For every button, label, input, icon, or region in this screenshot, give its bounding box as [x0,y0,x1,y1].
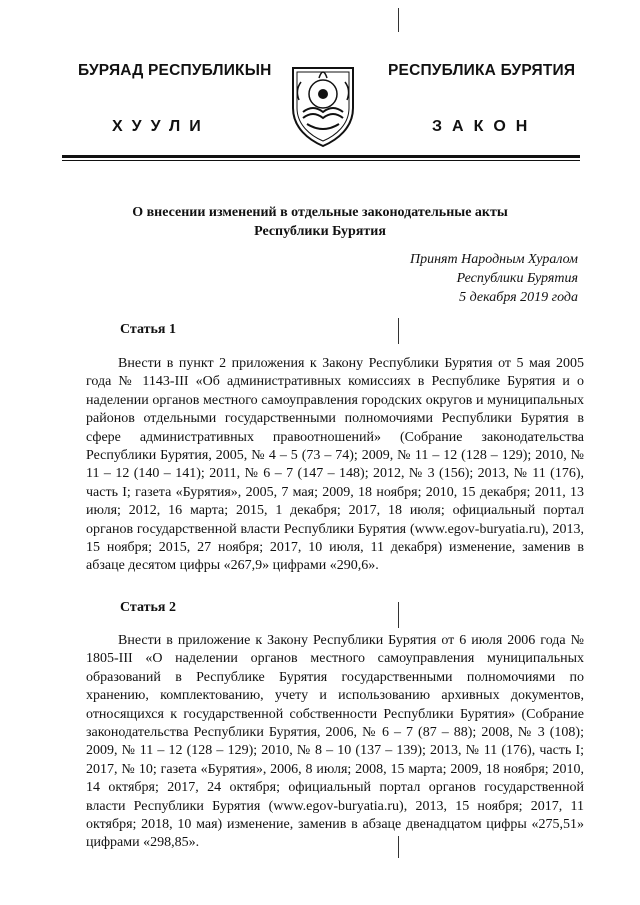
adoption-line3: 5 декабря 2019 года [459,290,578,305]
header-rule-thick [62,155,580,158]
header-left-subtitle: ХУУЛИ [112,118,210,135]
article-2-text: Внести в приложение к Закону Республики Бурятия от 6 июля 2006 года № 1805-III «О наделении органов местного самоуправления муниципальных образований в Республике Бурятия государственными полномочиями по хранению, комплектованию, учету и использованию архивных документов, относящихся к государственной собственности Республики Бурятия» (Собрание законодательства Республики Бурятия, 2006, № 6 – 7 (87 – 88); 2008, № 3 (108); 2009, № 11 – 12 (128 – 129); 2010, № 8 – 10 (137 – 139); 2013, № 11 (176), часть I; 2017, № 10; газета «Бурятия», 2006, 8 июля; 2008, 15 марта; 2009, 18 ноября; 2010, 14 октября; 2017, 24 октября; официальный портал органов государственной власти Республики Бурятия (www.egov-buryatia.ru), 2013, 15 ноября; 2017, 11 октября; 2018, 10 мая) изменение, заменив в абзаце двенадцатом цифры «275,51» цифрами «298,85». [86,633,584,851]
article-2-heading: Статья 2 [120,600,176,615]
adoption-note [410,250,578,307]
header-left-title: БУРЯАД РЕСПУБЛИКЫН [78,62,272,79]
scan-margin-line [398,836,399,858]
scan-margin-line [398,318,399,344]
header-rule-thin [62,160,580,161]
adoption-line1: Принят Народным Хуралом [409,252,578,267]
coat-of-arms-icon [289,60,357,148]
scan-margin-line [398,602,399,628]
header-right-title: РЕСПУБЛИКА БУРЯТИЯ [388,62,576,79]
article-1-heading: Статья 1 [120,322,176,337]
header-right-subtitle: ЗАКОН [432,118,538,135]
scan-margin-line [398,8,399,32]
document-title [60,203,580,241]
article-1-text: Внести в пункт 2 приложения к Закону Республики Бурятия от 5 мая 2005 года № 1143-III «Об административных комиссиях в Республике Бурятия и о наделении органов местного самоуправления городских округов и муниципальных районов отдельными государственными полномочиями Республики Бурятия в сфере административных правоотношений» (Собрание законодательства Республики Бурятия, 2005, № 4 – 5 (73 – 74); 2009, № 11 – 12 (128 – 129); 2010, № 11 – 12 (140 – 141); 2011, № 6 – 7 (147 – 148); 2012, № 3 (156); 2013, № 11 (176), часть I; газета «Бурятия», 2005, 7 мая; 2009, 18 ноября; 2010, 15 декабря; 2011, 13 июля; 2012, 16 марта; 2015, 1 декабря; 2017, 18 июля; официальный портал органов государственной власти Республики Бурятия (www.egov-buryatia.ru), 2013, 15 ноября; 2015, 27 ноября; 2017, 10 июля, 11 декабря) изменение, заменив в абзаце десятом цифры «267,9» цифрами «290,6». [86,356,584,574]
adoption-line2: Республики Бурятия [456,271,578,286]
document-title-line2: Республики Бурятия [254,224,386,239]
document-title-line1: О внесении изменений в отдельные законодательные акты [132,205,508,220]
